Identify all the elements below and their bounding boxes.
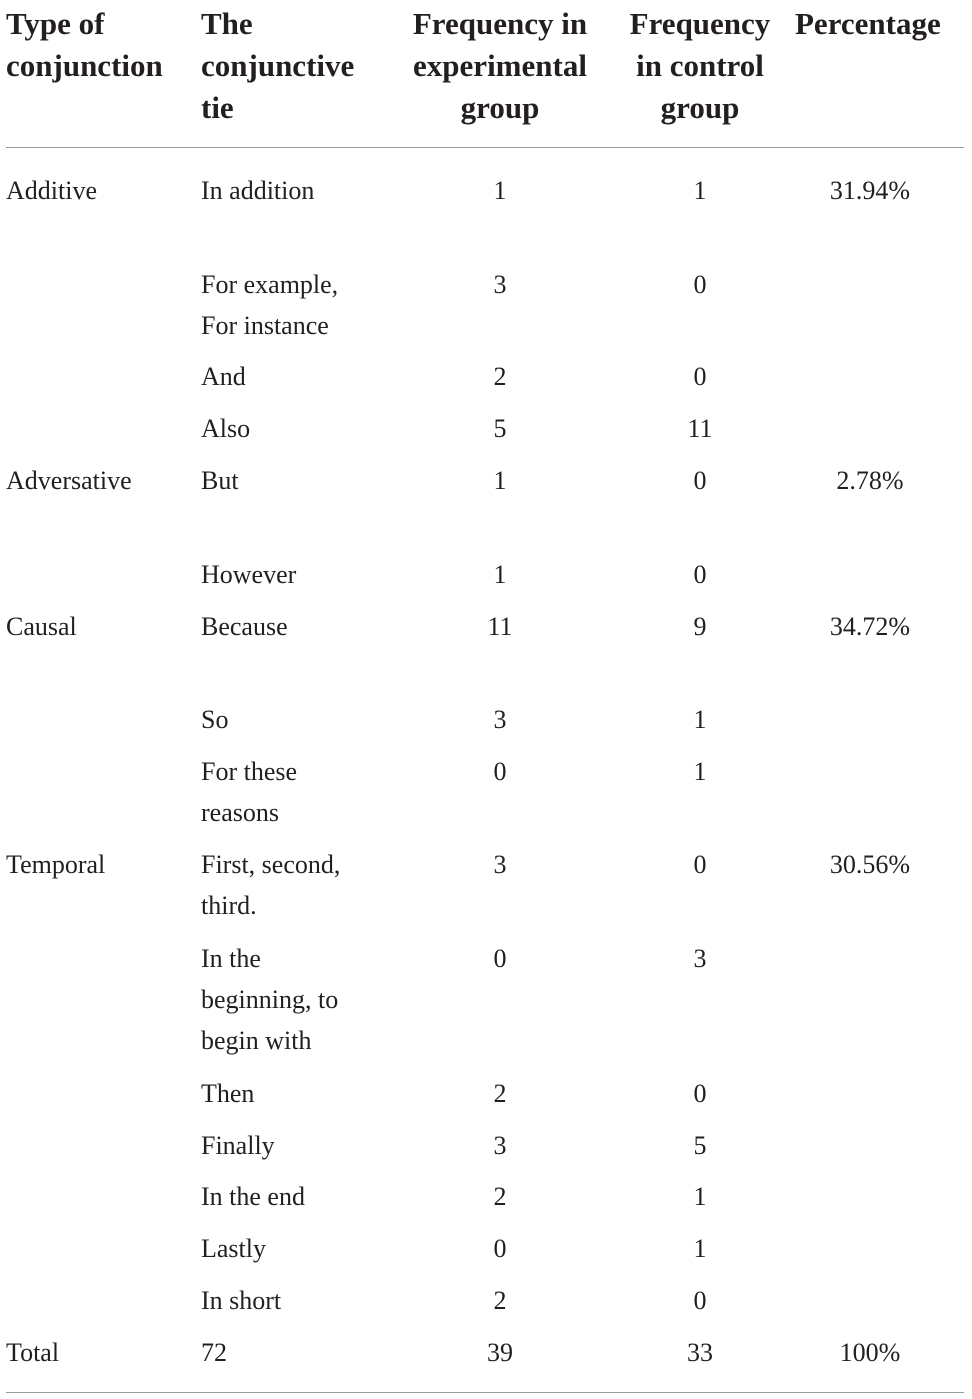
tie-line: 72 [201, 1338, 227, 1367]
cell-conjunctive-tie [201, 408, 250, 449]
cell-frequency-control: 1 [693, 176, 707, 205]
cell-type: Causal [6, 612, 77, 641]
cell-conjunctive-tie [201, 1280, 281, 1321]
cell-frequency-control: 0 [693, 270, 707, 299]
tie-line: In the [201, 944, 261, 973]
cell-frequency-control: 0 [693, 362, 707, 391]
header-divider [6, 147, 964, 148]
header-frequency-control: Frequency in control group [629, 6, 771, 125]
cell-frequency-experimental: 0 [493, 757, 507, 786]
cell-conjunctive-tie [201, 1125, 275, 1166]
cell-frequency-experimental: 0 [493, 1234, 507, 1263]
cell-frequency-control: 1 [693, 1182, 707, 1211]
tie-line: Then [201, 1079, 255, 1108]
cell-frequency-experimental: 2 [493, 1286, 507, 1315]
tie-line: First, second, [201, 850, 341, 879]
tie-line: reasons [201, 798, 279, 827]
cell-frequency-control: 9 [693, 612, 707, 641]
cell-frequency-experimental: 2 [493, 1079, 507, 1108]
tie-line: Lastly [201, 1234, 266, 1263]
tie-line: beginning, to [201, 985, 339, 1014]
tie-line: third. [201, 891, 257, 920]
tie-line: Because [201, 612, 288, 641]
cell-conjunctive-tie [201, 264, 338, 346]
cell-frequency-experimental: 1 [493, 560, 507, 589]
cell-percentage: 34.72% [829, 612, 911, 641]
header-frequency-experimental: Frequency in experimental group [412, 6, 588, 125]
cell-frequency-experimental: 3 [493, 705, 507, 734]
tie-line: Also [201, 414, 251, 443]
cell-frequency-control: 0 [693, 850, 707, 879]
tie-line: But [201, 466, 239, 495]
cell-conjunctive-tie [201, 1073, 254, 1114]
cell-conjunctive-tie [201, 1228, 266, 1269]
cell-frequency-experimental: 1 [493, 176, 507, 205]
cell-conjunctive-tie [201, 844, 340, 926]
cell-conjunctive-tie [201, 356, 246, 397]
cell-type: Adversative [6, 466, 132, 495]
cell-conjunctive-tie [201, 1176, 305, 1217]
cell-frequency-experimental: 2 [493, 1182, 507, 1211]
header-conjunctive-tie: The conjunctive tie [201, 6, 355, 125]
cell-conjunctive-tie [201, 1332, 227, 1373]
tie-line: For instance [201, 311, 329, 340]
header-type-of-conjunction: Type of conjunction [6, 6, 163, 83]
cell-frequency-experimental: 1 [493, 466, 507, 495]
tie-line: In the end [201, 1182, 305, 1211]
cell-frequency-experimental: 5 [493, 414, 507, 443]
cell-frequency-experimental: 39 [487, 1338, 513, 1367]
cell-conjunctive-tie [201, 170, 314, 211]
cell-frequency-control: 11 [687, 414, 713, 443]
cell-frequency-control: 33 [687, 1338, 713, 1367]
cell-frequency-control: 1 [693, 757, 707, 786]
tie-line: In addition [201, 176, 315, 205]
tie-line: So [201, 705, 229, 734]
cell-conjunctive-tie [201, 751, 297, 833]
cell-conjunctive-tie [201, 554, 296, 595]
cell-frequency-control: 5 [693, 1131, 707, 1160]
cell-frequency-control: 0 [693, 466, 707, 495]
cell-percentage: 30.56% [829, 850, 911, 879]
cell-frequency-experimental: 11 [487, 612, 513, 641]
cell-percentage: 100% [839, 1338, 901, 1367]
cell-frequency-control: 0 [693, 1286, 707, 1315]
tie-line: In short [201, 1286, 282, 1315]
header-percentage: Percentage [795, 6, 941, 41]
cell-conjunctive-tie [201, 606, 288, 647]
tie-line: For example, [201, 270, 339, 299]
cell-percentage: 31.94% [829, 176, 911, 205]
cell-frequency-control: 3 [693, 944, 707, 973]
cell-frequency-experimental: 3 [493, 1131, 507, 1160]
cell-type: Temporal [6, 850, 106, 879]
tie-line: And [201, 362, 246, 391]
cell-conjunctive-tie [201, 699, 228, 740]
cell-frequency-experimental: 3 [493, 270, 507, 299]
cell-frequency-control: 0 [693, 1079, 707, 1108]
cell-frequency-experimental: 0 [493, 944, 507, 973]
cell-conjunctive-tie [201, 460, 239, 501]
cell-frequency-control: 1 [693, 1234, 707, 1263]
tie-line: begin with [201, 1026, 312, 1055]
cell-frequency-experimental: 3 [493, 850, 507, 879]
tie-line: For these [201, 757, 298, 786]
cell-type: Additive [6, 176, 97, 205]
tie-line: Finally [201, 1131, 275, 1160]
table-bottom-rule [6, 1392, 964, 1393]
cell-frequency-control: 0 [693, 560, 707, 589]
cell-frequency-experimental: 2 [493, 362, 507, 391]
cell-percentage: 2.78% [836, 466, 904, 495]
tie-line: However [201, 560, 297, 589]
cell-frequency-control: 1 [693, 705, 707, 734]
cell-conjunctive-tie [201, 938, 338, 1061]
cell-type: Total [6, 1338, 60, 1367]
